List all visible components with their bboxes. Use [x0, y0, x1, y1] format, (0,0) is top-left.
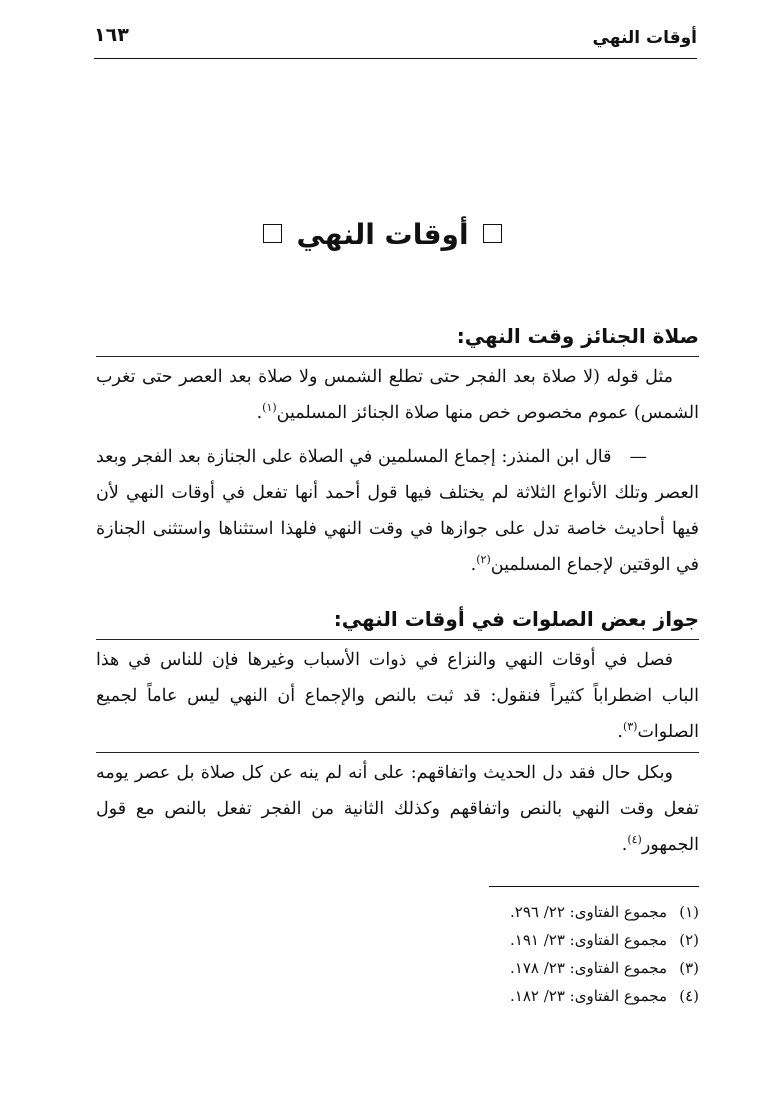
paragraph-end: . — [256, 403, 263, 423]
paragraph — [96, 359, 699, 431]
section-heading: صلاة الجنائز وقت النهي: — [456, 324, 699, 348]
footnote-number: (٤) — [679, 987, 699, 1005]
chapter-title — [0, 218, 765, 251]
paragraph-divider — [96, 752, 699, 753]
page-number: ١٦٣ — [94, 24, 129, 46]
footnote-marker: (٣) — [622, 720, 638, 734]
paragraph-text: قال ابن المنذر: إجماع المسلمين في الصلاة على الجنازة بعد الفجر وبعد العصر وتلك الأنواع الثلاثة لم يختلف فيها قول أحمد أنها تفعل في أوقات النهي لأن فيها أحاديث خاصة تدل على جوازها في وقت النهي فلهذا استثناها واستثنى الجنازة في الوقتين لإجماع المسلمين — [96, 447, 699, 575]
footnote-number: (٢) — [679, 931, 699, 949]
footnotes — [510, 898, 699, 1010]
footnote-item — [510, 926, 699, 954]
footnote-marker: (٢) — [476, 553, 491, 567]
paragraph — [96, 755, 699, 863]
footnote-text: مجموع الفتاوى: ٢٣/ ١٧٨. — [510, 959, 667, 977]
footnote-rule — [489, 886, 699, 887]
dash-mark: — — [629, 447, 647, 467]
footnote-item — [510, 982, 699, 1010]
footnote-text: مجموع الفتاوى: ٢٢/ ٢٩٦. — [510, 903, 667, 921]
paragraph-text: فصل في أوقات النهي والنزاع في ذوات الأسباب وغيرها فإن للناس في هذا الباب اضطراباً كثيراً فنقول: قد ثبت بالنص والإجماع أن النهي ليس عاماً لجميع الصلوات — [96, 650, 699, 742]
paragraph-text: مثل قوله (لا صلاة بعد الفجر حتى تطلع الشمس ولا صلاة بعد العصر حتى تغرب الشمس) عموم مخصوص خص منها صلاة الجنائز المسلمين — [96, 367, 699, 423]
chapter-title-text: أوقات النهي — [296, 218, 469, 251]
paragraph — [96, 439, 699, 583]
section-divider — [96, 356, 699, 357]
page-body — [96, 318, 699, 863]
footnote-number: (١) — [679, 903, 699, 921]
footnote-marker: (١) — [262, 401, 277, 415]
footnote-item — [510, 898, 699, 926]
footnote-text: مجموع الفتاوى: ٢٣/ ١٩١. — [510, 931, 667, 949]
footnote-text: مجموع الفتاوى: ٢٣/ ١٨٢. — [510, 987, 667, 1005]
footnote-marker: (٤) — [627, 833, 642, 847]
ornament-box-left — [263, 224, 282, 243]
paragraph-end: . — [617, 722, 623, 742]
section-heading: جواز بعض الصلوات في أوقات النهي: — [333, 607, 699, 631]
paragraph-text: وبكل حال فقد دل الحديث واتفاقهم: على أنه لم ينه عن كل صلاة بل عصر يومه تفعل وقت النهي بالنص واتفاقهم وكذلك الثانية من الفجر تفعل بالنص مع قول الجمهور — [96, 763, 699, 855]
ornament-box-right — [483, 224, 502, 243]
paragraph — [96, 642, 699, 750]
paragraph-end: . — [470, 555, 477, 575]
running-title: أوقات النهي — [592, 28, 697, 48]
footnote-number: (٣) — [679, 959, 699, 977]
running-header — [94, 24, 697, 59]
footnote-item — [510, 954, 699, 982]
paragraph-end: . — [621, 835, 628, 855]
section-divider — [96, 639, 699, 640]
